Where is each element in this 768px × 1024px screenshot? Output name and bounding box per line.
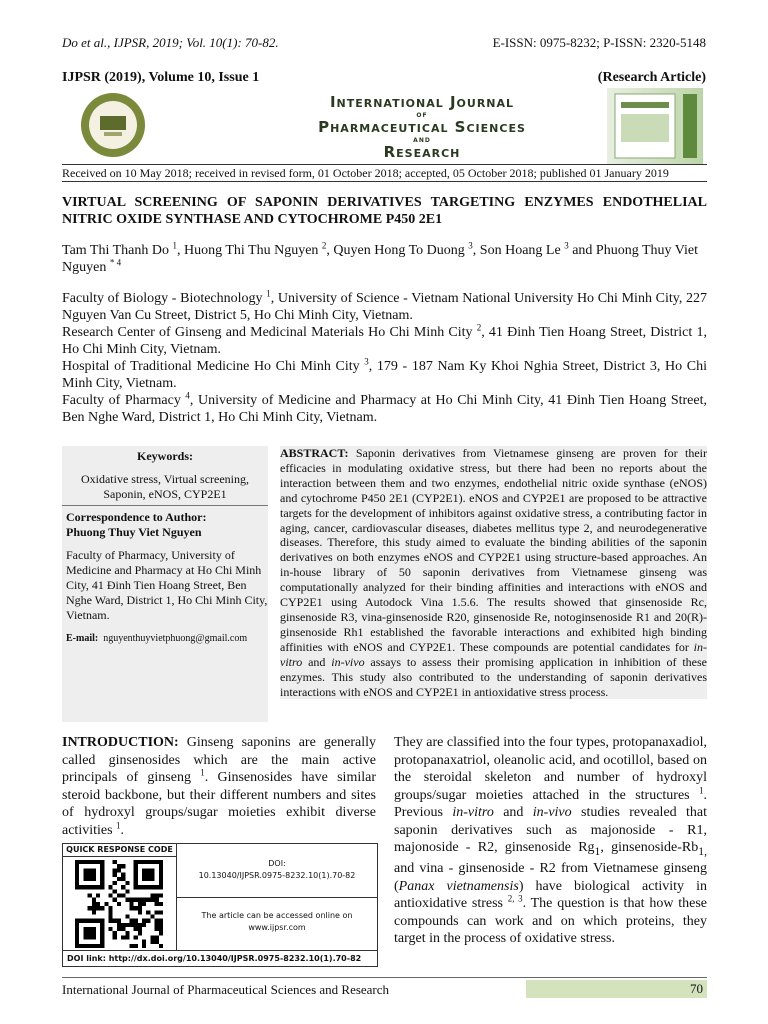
citation-ref[interactable]: 1 — [200, 767, 205, 778]
abstract-label: ABSTRACT: — [280, 446, 349, 460]
intro-text: and — [493, 805, 533, 820]
qr-access-block — [177, 910, 377, 934]
intro-text: studies revealed that saponin derivatives such as majonoside - R1, majonoside - R2, ginsenoside Rg — [394, 805, 708, 855]
abstract-text: and — [302, 654, 332, 669]
intro-text: , ginsenoside-Rb — [600, 840, 699, 855]
banner-title: International Journal of Pharmaceutical Sciences and Research — [318, 93, 526, 161]
introduction-heading: INTRODUCTION: — [62, 735, 179, 750]
qr-divider — [177, 897, 377, 898]
intro-italic: in-vitro — [452, 805, 494, 820]
author-list — [62, 242, 707, 276]
affiliation: Faculty of Biology - Biotechnology $^1$, University of Science - Vietnam National University Ho Chi Minh City, 227 Nguyen Van Cu Street, District 5, Ho Chi Minh City, Vietnam. — [62, 288, 707, 323]
footer-journal-name: International Journal of Pharmaceutical Sciences and Research — [62, 982, 390, 997]
journal-issue: IJPSR (2019), Volume 10, Issue 1 — [62, 70, 260, 85]
qr-doi-block — [177, 858, 377, 882]
affiliation: Faculty of Pharmacy $^4$, University of Medicine and Pharmacy at Ho Chi Minh City, 41 Đinh Tien Hoang Street, Ben Nghe Ward, District 1, Ho Chi Minh City, Vietnam. — [62, 390, 707, 425]
access-url[interactable]: www.ijpsr.com — [248, 923, 306, 932]
citation-ref[interactable]: 1 — [699, 784, 704, 795]
author-separator: and — [568, 243, 596, 258]
abstract-italic: in-vitro — [280, 639, 707, 669]
keywords-list: Oxidative stress, Virtual screening, Saponin, eNOS, CYP2E1 — [80, 472, 250, 501]
author-name: Tam Thi Thanh Do — [62, 243, 173, 258]
author-address: Faculty of Pharmacy, University of Medicine and Pharmacy at Ho Chi Minh City, 41 Đinh Tien Hoang Street, Ben Nghe Ward, District 1, Ho Chi Minh City, Vietnam. — [66, 548, 268, 622]
page-number-bar — [526, 980, 707, 998]
qr-heading: QUICK RESPONSE CODE — [63, 844, 177, 857]
subscript: 1 — [594, 844, 601, 858]
article-title: VIRTUAL SCREENING OF SAPONIN DERIVATIVES TARGETING ENZYMES ENDOTHELIAL NITRIC OXIDE SYNTHASE AND CYTOCHROME P450 2E1 — [62, 195, 707, 227]
keywords-sidebar — [62, 446, 268, 722]
author-name: Son Hoang Le — [479, 243, 565, 258]
author-name: Huong Thi Thu Nguyen — [184, 243, 322, 258]
abstract-italic: in-vivo — [331, 654, 365, 669]
intro-italic: Panax vietnamensis — [398, 878, 519, 894]
banner-rule — [62, 164, 707, 165]
intro-text: . Previous — [394, 787, 707, 820]
intro-text: ) have biological activity in antioxidative stress — [394, 878, 707, 912]
introduction-left-column — [62, 734, 376, 839]
affiliation: Hospital of Traditional Medicine Ho Chi Minh City $^3$, 179 - 187 Nam Ky Khoi Nghia Street, District 3, Ho Chi Minh City, Vietnam. — [62, 356, 707, 391]
article-type: (Research Article) — [597, 70, 706, 85]
subscript: 1, — [698, 844, 707, 858]
quick-response-box — [62, 843, 378, 967]
intro-text: They are classified into the four types, protopanaxadiol, protopanaxatriol, oleanolic acid, and ocotillol, based on the steroidal skeleton and number of hydroxyl groups/sugar moieties attached in the structures — [394, 735, 707, 803]
journal-seal-logo — [80, 92, 146, 158]
intro-text: Ginseng saponins are generally called ginsenosides which are the main active principals of ginseng — [62, 735, 376, 785]
affiliation: Research Center of Ginseng and Medicinal Materials Ho Chi Minh City $^2$, 41 Đinh Tien Hoang Street, District 1, Ho Chi Minh City, Vietnam. — [62, 322, 707, 357]
corresponding-author: Phuong Thuy Viet Nguyen — [66, 525, 202, 539]
author-separator: , — [326, 243, 334, 258]
abstract — [280, 446, 707, 699]
journal-banner — [62, 88, 707, 164]
doi-label: DOI: — [268, 859, 286, 868]
running-issn: E-ISSN: 0975-8232; P-ISSN: 2320-5148 — [492, 35, 706, 50]
sidebar-divider — [62, 505, 268, 506]
email-label: E-mail: — [66, 633, 99, 644]
author-email — [66, 633, 268, 644]
access-text: The article can be accessed online on — [201, 911, 353, 920]
intro-text: . — [120, 822, 125, 838]
abstract-text: Saponin derivatives from Vietnamese ginseng are proven for their efficacies in modulating oxidative stress, but there had been no reports about the interaction between them and two enzymes, endothelial nitric oxide synthase (eNOS) and cytochrome P450 2E1 (CYP2E1). eNOS and CYP2E1 are proposed to be attractive targets for the development of inhibitors against oxidative stress, a contributing factor in aging, cancer, cardiovascular diseases, diabetes mellitus type 2, and neurodegenerative diseases. Therefore, this study aimed to evaluate the binding abilities of the saponin derivatives on both enzymes eNOS and CYP2E1 using structure-based approaches. An in-house library of 50 saponin derivatives from Vietnamese ginseng was computationally analyzed for their binding affinities and interactions with eNOS and CYP2E1 using Autodock Vina 1.5.6. The results showed that ginsenoside Rc, ginsenoside R3, vina-ginsenoside R20, ginsenoside Re, notoginsenoside R1 and 20(R)-ginsenoside Rh1 established the favorable interactions and exhibited high binding affinities with eNOS and CYP2E1. These compounds are potential candidates for — [280, 446, 707, 654]
footer-rule — [62, 977, 707, 978]
author-affiliation-ref: 3 — [468, 240, 473, 251]
intro-text: . Ginsenosides have similar steroid backbone, but their different numbers and sites of hydroxyl groups/sugar moieties exhibit diverse activities — [62, 770, 376, 838]
introduction-right-column — [394, 734, 707, 948]
intro-text: and vina - ginsenoside - R2 from Vietnamese ginseng ( — [394, 861, 707, 894]
intro-text: . The question is that how these compounds can work and on which proteins, they target in the process of oxidative stress. — [394, 896, 708, 947]
qr-code-icon[interactable] — [75, 860, 163, 948]
doi-link[interactable]: DOI link: http://dx.doi.org/10.13040/IJPSR.0975-8232.10(1).70-82 — [63, 950, 377, 966]
author-name: Phuong Thuy Viet Nguyen — [62, 243, 699, 275]
email-address[interactable]: nguyenthuyvietphuong@gmail.com — [103, 633, 248, 644]
author-affiliation-ref: 1 — [172, 240, 177, 251]
affiliation-list — [62, 290, 707, 426]
doi-value[interactable]: 10.13040/IJPSR.0975-8232.10(1).70-82 — [198, 871, 356, 880]
journal-cover-image — [607, 88, 703, 164]
author-separator: , — [177, 243, 184, 258]
citation-ref[interactable]: 1 — [116, 819, 121, 830]
page-number: 70 — [690, 981, 703, 996]
abstract-text: assays to assess their promising application in inhibition of these enzymes. This study also contributed to the understanding of saponin derivatives interactions with eNOS and CYP2E1 in antioxidative stress process. — [280, 654, 707, 699]
running-citation: Do et al., IJPSR, 2019; Vol. 10(1): 70-82. — [62, 35, 279, 50]
citation-ref[interactable]: 2, 3 — [507, 893, 523, 904]
author-separator: , — [472, 243, 480, 258]
author-affiliation-ref: * 4 — [109, 257, 122, 268]
intro-italic: in-vivo — [532, 805, 572, 820]
author-affiliation-ref: 2 — [321, 240, 327, 251]
keywords-heading: Keywords: — [137, 449, 193, 463]
correspondence-heading: Correspondence to Author: — [66, 510, 207, 524]
article-dates: Received on 10 May 2018; received in revised form, 01 October 2018; accepted, 05 October 2018; published 01 January 2019 — [62, 166, 669, 180]
dates-rule — [62, 181, 707, 182]
author-affiliation-ref: 3 — [564, 240, 569, 251]
author-name: Quyen Hong To Duong — [333, 243, 469, 258]
